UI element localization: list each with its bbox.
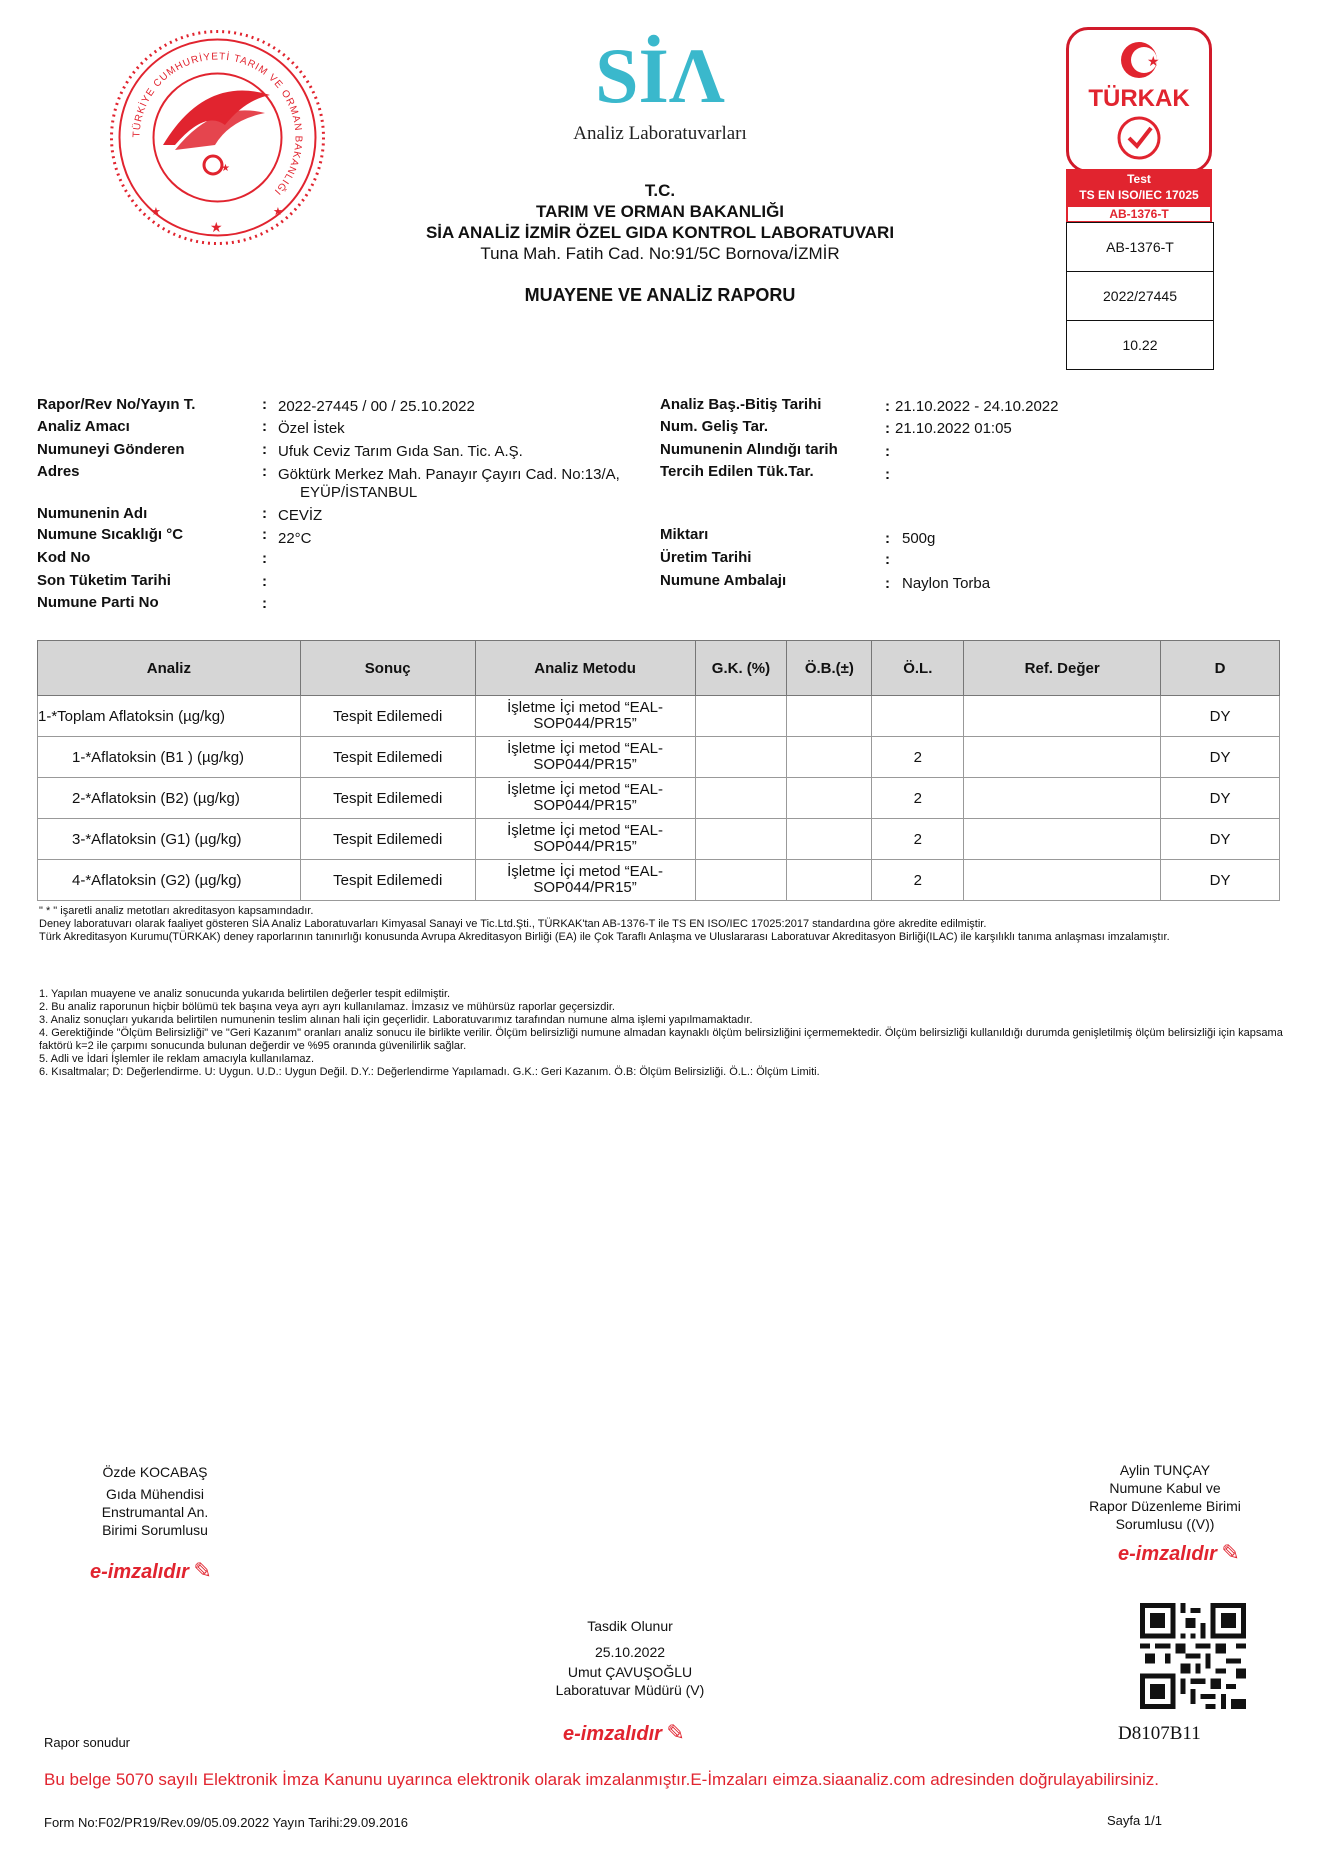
table-row (38, 860, 1280, 901)
signer-title: Enstrumantal An. (101, 1504, 209, 1520)
field-label: Son Tüketim Tarihi (37, 572, 171, 589)
cell-analiz: 2-*Aflatoksin (B2) (µg/kg) (38, 778, 301, 819)
test-label: Test (1127, 172, 1151, 186)
cell-ref (964, 696, 1161, 737)
field-value: Ufuk Ceviz Tarım Gıda San. Tic. A.Ş. (278, 443, 523, 460)
signer-title: Sorumlusu ((V)) (1115, 1516, 1215, 1532)
note-line: " * " işaretli analiz metotları akreditasyon kapsamındadır. (39, 905, 314, 917)
note-line: 6. Kısaltmalar; D: Değerlendirme. U: Uygun. U.D.: Uygun Değil. D.Y.: Değerlendirme Yapılamadı. G.K.: Geri Kazanım. Ö.B: Ölçüm Belirsizliği. Ö.L.: Ölçüm Limiti. (39, 1066, 820, 1078)
form-number: Form No:F02/PR19/Rev.09/05.09.2022 Yayın Tarihi:29.09.2016 (44, 1815, 408, 1830)
verification-code: D8107B11 (1118, 1723, 1201, 1744)
accreditation-code-badge: AB-1376-T (1066, 205, 1212, 223)
cell-d: DY (1161, 860, 1280, 901)
esign-label: e-imzalıdır (563, 1723, 662, 1745)
field-label: Üretim Tarihi (660, 549, 752, 566)
table-row (38, 778, 1280, 819)
note-line: Türk Akreditasyon Kurumu(TÜRKAK) deney raporlarının tanınırlığı konusunda Avrupa Akreditasyon Birliği (EA) ile Çok Taraflı Anlaşma ve Uluslararası Laboratuvar Akreditasyon Birliği(ILAC) ile karşılıklı tanıma anlaşması imzalamıştır. (39, 931, 1170, 943)
cell-sonuc: Tespit Edilemedi (300, 860, 475, 901)
cell-ref (964, 860, 1161, 901)
accreditation-strip (1066, 169, 1212, 221)
cell-metod: İşletme İçi metod “EAL-SOP044/PR15” (475, 696, 695, 737)
note-line: 1. Yapılan muayene ve analiz sonucunda yukarıda belirtilen değerler tespit edilmiştir. (39, 988, 451, 1000)
numbered-notes (39, 988, 1289, 1079)
field-label: Tercih Edilen Tük.Tar. (660, 463, 814, 480)
header-line-3: SİA ANALİZ İZMİR ÖZEL GIDA KONTROL LABORATUVARI (425, 223, 895, 242)
field-value: 21.10.2022 01:05 (895, 420, 1012, 437)
field-value: CEVİZ (278, 507, 323, 524)
header-line-2: TARIM VE ORMAN BAKANLIĞI (535, 202, 785, 221)
field-label: Numunenin Adı (37, 505, 148, 522)
cell-ol: 2 (872, 860, 964, 901)
field-label: Numuneyi Gönderen (37, 441, 185, 458)
signer-name: Umut ÇAVUŞOĞLU (567, 1664, 693, 1680)
cell-sonuc: Tespit Edilemedi (300, 696, 475, 737)
table-header-row (38, 641, 1280, 696)
cell-analiz: 3-*Aflatoksin (G1) (µg/kg) (38, 819, 301, 860)
signer-title: Gıda Mühendisi (105, 1486, 205, 1502)
signature-left (50, 1463, 260, 1539)
cell-d: DY (1161, 737, 1280, 778)
field-value: Naylon Torba (902, 575, 991, 592)
signer-title: Numune Kabul ve (1109, 1480, 1221, 1496)
cell-gk (695, 819, 787, 860)
field-label: Miktarı (660, 526, 709, 543)
column-header: G.K. (%) (695, 641, 787, 696)
svg-text:★: ★ (1147, 53, 1160, 69)
cell-d: DY (1161, 778, 1280, 819)
field-value-line2: EYÜP/İSTANBUL (300, 484, 418, 501)
cell-gk (695, 696, 787, 737)
field-label: Numune Parti No (37, 594, 159, 611)
signer-name: Özde KOCABAŞ (102, 1464, 208, 1480)
cell-ol: 2 (872, 737, 964, 778)
pen-icon: ✎ (193, 1558, 212, 1583)
cell-gk (695, 860, 787, 901)
field-value: 2022-27445 / 00 / 25.10.2022 (278, 398, 475, 415)
svg-text:★: ★ (273, 206, 283, 218)
cell-sonuc: Tespit Edilemedi (300, 737, 475, 778)
cell-metod: İşletme İçi metod “EAL-SOP044/PR15” (475, 860, 695, 901)
cell-ob (787, 778, 872, 819)
ministry-seal (105, 25, 330, 250)
field-value: Özel İstek (278, 420, 345, 437)
seal-text: TÜRKİYE CUMHURİYETİ TARIM VE ORMAN BAKANLIĞI (131, 51, 304, 198)
approval-date: 25.10.2022 (594, 1644, 666, 1660)
header-address: Tuna Mah. Fatih Cad. No:91/5C Bornova/İZMİR (480, 244, 840, 263)
cell-analiz: 1-*Toplam Aflatoksin (µg/kg) (38, 696, 301, 737)
cell-ol: 2 (872, 819, 964, 860)
cell-ref (964, 737, 1161, 778)
table-row (38, 737, 1280, 778)
accreditation-box (1066, 222, 1214, 370)
cell-d: DY (1161, 819, 1280, 860)
field-value: Göktürk Merkez Mah. Panayır Çayırı Cad. No:13/A, (278, 466, 620, 483)
table-row (38, 819, 1280, 860)
cell-metod: İşletme İçi metod “EAL-SOP044/PR15” (475, 778, 695, 819)
field-value: 500g (902, 530, 936, 547)
signature-right (1060, 1461, 1270, 1533)
column-header: Analiz Metodu (475, 641, 695, 696)
approval-label: Tasdik Olunur (587, 1618, 673, 1634)
month-code-box: 10.22 (1122, 337, 1158, 353)
field-label: Numunenin Alındığı tarih (660, 441, 838, 458)
field-label: Analiz Amacı (37, 418, 130, 435)
sia-logo (520, 32, 800, 145)
signer-title: Rapor Düzenleme Birimi (1089, 1498, 1241, 1514)
page-number: Sayfa 1/1 (1107, 1813, 1162, 1828)
cell-metod: İşletme İçi metod “EAL-SOP044/PR15” (475, 737, 695, 778)
lab-header (330, 180, 990, 264)
column-header: D (1161, 641, 1280, 696)
column-header: Sonuç (300, 641, 475, 696)
header-line-1: T.C. (644, 181, 676, 200)
field-value: 21.10.2022 - 24.10.2022 (895, 398, 1059, 415)
sia-logo-subtitle: Analiz Laboratuvarları (573, 123, 747, 144)
cell-analiz: 4-*Aflatoksin (G2) (µg/kg) (38, 860, 301, 901)
cell-gk (695, 778, 787, 819)
cell-metod: İşletme İçi metod “EAL-SOP044/PR15” (475, 819, 695, 860)
note-line: 3. Analiz sonuçları yukarıda belirtilen numunenin teslim alınan hali için geçerlidir. Laboratuvarımız tarafından numune alma işlemi yapılmamaktadır. (39, 1014, 753, 1026)
cell-ob (787, 696, 872, 737)
cell-ob (787, 819, 872, 860)
esign-label: e-imzalıdır (90, 1561, 189, 1583)
accreditation-notes (39, 905, 1289, 944)
turkak-logo-text: TÜRKAK (1088, 85, 1190, 112)
sia-logo-mark: SİΛ (595, 32, 725, 119)
field-label: Analiz Baş.-Bitiş Tarihi (660, 396, 822, 413)
cell-ol (872, 696, 964, 737)
field-label: Numune Ambalajı (660, 572, 787, 589)
cell-ref (964, 819, 1161, 860)
field-label: Num. Geliş Tar. (660, 418, 769, 435)
cell-sonuc: Tespit Edilemedi (300, 778, 475, 819)
field-value: 22°C (278, 530, 312, 547)
pen-icon: ✎ (666, 1720, 685, 1745)
column-header: Ö.B.(±) (787, 641, 872, 696)
signature-center (520, 1617, 740, 1699)
column-header: Analiz (38, 641, 301, 696)
cell-ob (787, 860, 872, 901)
report-title: MUAYENE VE ANALİZ RAPORU (524, 285, 796, 305)
esign-label: e-imzalıdır (1118, 1543, 1217, 1565)
qr-code (1140, 1603, 1246, 1709)
pen-icon: ✎ (1221, 1540, 1240, 1565)
report-end-label: Rapor sonudur (44, 1735, 130, 1750)
note-line: 5. Adli ve İdari İşlemler ile reklam amacıyla kullanılamaz. (39, 1053, 315, 1065)
field-label: Adres (37, 463, 80, 480)
signer-title: Birimi Sorumlusu (102, 1522, 208, 1538)
cell-d: DY (1161, 696, 1280, 737)
cell-ref (964, 778, 1161, 819)
signer-name: Aylin TUNÇAY (1119, 1462, 1211, 1478)
turkak-logo (1066, 27, 1212, 173)
legal-notice: Bu belge 5070 sayılı Elektronik İmza Kanunu uyarınca elektronik olarak imzalanmıştır.E-İmzaları eimza.siaanaliz.com adresinden doğrulayabilirsiniz. (44, 1770, 1159, 1789)
table-row (38, 696, 1280, 737)
esign-stamp-left (90, 1558, 212, 1584)
esign-stamp-center (563, 1720, 685, 1746)
standard-label: TS EN ISO/IEC 17025 (1079, 188, 1199, 202)
column-header: Ö.L. (872, 641, 964, 696)
cell-ob (787, 737, 872, 778)
svg-text:★: ★ (210, 219, 223, 235)
svg-text:★: ★ (151, 206, 161, 218)
note-line: 4. Gerektiğinde "Ölçüm Belirsizliği" ve "Geri Kazanım" oranları analiz sonucu ile birlikte verilir. Ölçüm belirsizliği numune almadan kaynaklı ölçüm belirsizliğini içermemektedir. Ölçüm belirsizliği kullanıldığı durumda genişletilmiş ölçüm belirsizliği için kapsama faktörü k=2 ile çarpımı sonucunda bulunan değerdir ve %95 oranında güvenilirlik sağlar. (39, 1027, 1283, 1052)
svg-text:★: ★ (221, 163, 230, 174)
note-line: Deney laboratuvarı olarak faaliyet gösteren SİA Analiz Laboratuvarları Kimyasal Sanayi ve Tic.Ltd.Şti., TÜRKAK'tan AB-1376-T ile TS EN ISO/IEC 17025:2017 standardına göre akredite edilmiştir. (39, 918, 987, 930)
column-header: Ref. Değer (964, 641, 1161, 696)
esign-stamp-right (1118, 1540, 1240, 1566)
cell-ol: 2 (872, 778, 964, 819)
signer-title: Laboratuvar Müdürü (V) (555, 1682, 705, 1698)
note-line: 2. Bu analiz raporunun hiçbir bölümü tek başına veya ayrı ayrı kullanılamaz. İmzasız ve mühürsüz raporlar geçersizdir. (39, 1001, 615, 1013)
field-label: Rapor/Rev No/Yayın T. (37, 396, 196, 413)
field-label: Numune Sıcaklığı °C (37, 526, 184, 543)
cell-analiz: 1-*Aflatoksin (B1 ) (µg/kg) (38, 737, 301, 778)
cell-gk (695, 737, 787, 778)
results-table (37, 640, 1280, 901)
field-label: Kod No (37, 549, 91, 566)
accreditation-no: AB-1376-T (1067, 223, 1213, 272)
report-no-box: 2022/27445 (1067, 272, 1213, 321)
cell-sonuc: Tespit Edilemedi (300, 819, 475, 860)
